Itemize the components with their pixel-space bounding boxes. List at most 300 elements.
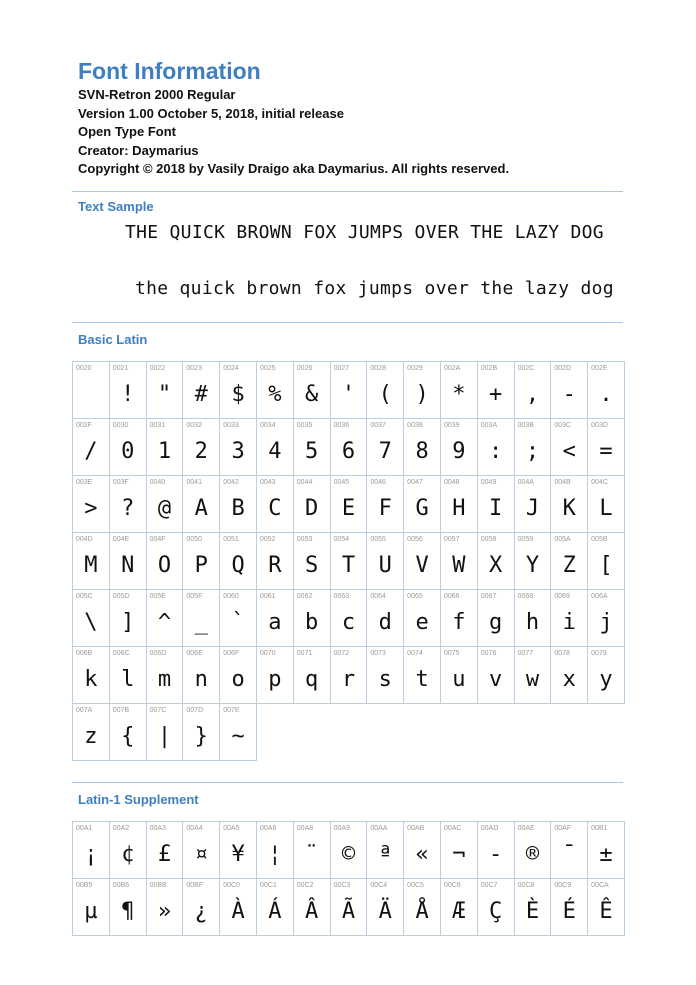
glyph-char: ¢: [121, 842, 135, 867]
glyph-cell: [147, 822, 184, 879]
glyph-char: D: [305, 496, 319, 521]
font-version: Version 1.00 October 5, 2018, initial release: [78, 105, 344, 121]
glyph-code: 003E: [76, 479, 93, 486]
glyph-char: Ã: [341, 899, 356, 924]
glyph-char: i: [562, 610, 576, 635]
glyph-code: 0030: [112, 422, 129, 429]
glyph-code: 0067: [480, 593, 497, 600]
glyph-char: 9: [452, 439, 466, 464]
glyph-char: ¡: [84, 842, 98, 867]
glyph-code: 0060: [223, 593, 239, 600]
glyph-char: !: [121, 382, 135, 407]
glyph-cell: [515, 362, 552, 419]
glyph-code: 004A: [517, 479, 534, 486]
glyph-char: c: [341, 610, 356, 635]
glyph-char: S: [305, 553, 319, 578]
glyph-code: 0064: [370, 593, 386, 600]
glyph-char: ¯: [562, 842, 576, 867]
glyph-char: ¦: [268, 842, 282, 867]
glyph-code: 0065: [407, 593, 423, 600]
glyph-cell: [588, 647, 625, 704]
glyph-cell: [441, 822, 478, 879]
glyph-cell: [331, 419, 368, 476]
glyph-cell: [147, 647, 184, 704]
glyph-code: 002F: [76, 422, 92, 429]
glyph-code: 00AD: [480, 825, 499, 832]
glyph-char: d: [378, 610, 392, 635]
glyph-char: j: [599, 610, 613, 635]
glyph-code: 0043: [259, 479, 276, 486]
glyph-cell: [331, 879, 368, 936]
glyph-code: 007B: [112, 707, 130, 714]
glyph-char: Ê: [599, 899, 613, 924]
glyph-code: 0044: [296, 479, 313, 486]
glyph-code: 003F: [112, 479, 129, 486]
glyph-char: J: [525, 496, 540, 521]
glyph-cell: [220, 879, 257, 936]
glyph-cell: [73, 476, 110, 533]
glyph-char: £: [157, 842, 172, 867]
glyph-code: 0021: [112, 365, 129, 372]
glyph-code: 0035: [296, 422, 313, 429]
glyph-code: 006A: [591, 593, 608, 600]
glyph-code: 00C7: [480, 882, 498, 889]
glyph-code: 00A8: [296, 825, 314, 832]
glyph-char: >: [84, 496, 98, 521]
glyph-code: 0073: [370, 650, 386, 657]
glyph-code: 00AB: [407, 825, 425, 832]
glyph-char: 8: [415, 439, 429, 464]
glyph-code: 0034: [259, 422, 276, 429]
glyph-char: g: [489, 610, 503, 635]
glyph-cell: [441, 879, 478, 936]
glyph-code: 0052: [259, 536, 276, 543]
glyph-char: 2: [194, 439, 208, 464]
glyph-char: x: [562, 667, 576, 692]
glyph-char: O: [157, 553, 172, 578]
glyph-code: 0025: [259, 365, 276, 372]
glyph-cell: [73, 362, 110, 419]
glyph-char: Q: [231, 553, 245, 578]
glyph-char: Â: [305, 899, 319, 924]
glyph-char: l: [121, 667, 135, 692]
glyph-code: 00BB: [149, 882, 167, 889]
glyph-char: ¿: [194, 899, 208, 924]
glyph-char: 7: [378, 439, 392, 464]
glyph-code: 00AE: [517, 825, 535, 832]
glyph-char: C: [268, 496, 282, 521]
glyph-cell: [257, 419, 294, 476]
glyph-code: 006C: [112, 650, 130, 657]
glyph-cell: [257, 590, 294, 647]
glyph-char: o: [231, 667, 245, 692]
glyph-cell: [220, 476, 257, 533]
glyph-char: #: [194, 382, 208, 407]
latin1-supplement-grid: [72, 821, 625, 936]
glyph-code: 0079: [591, 650, 607, 657]
glyph-cell: [110, 647, 147, 704]
glyph-char: k: [84, 667, 98, 692]
glyph-cell: [294, 822, 331, 879]
glyph-code: 00AF: [554, 825, 572, 832]
glyph-char: z: [84, 724, 98, 749]
glyph-char: 4: [268, 439, 282, 464]
glyph-char: H: [452, 496, 466, 521]
glyph-char: `: [231, 610, 245, 635]
glyph-code: 00A6: [259, 825, 277, 832]
glyph-cell: [147, 879, 184, 936]
glyph-char: É: [562, 899, 576, 924]
glyph-cell: [404, 419, 441, 476]
glyph-char: L: [599, 496, 613, 521]
glyph-char: µ: [84, 899, 98, 924]
glyph-cell: [441, 419, 478, 476]
glyph-char: W: [452, 553, 466, 578]
glyph-char: ^: [157, 610, 172, 635]
glyph-cell: [294, 590, 331, 647]
glyph-char: G: [415, 496, 429, 521]
glyph-code: 0053: [296, 536, 313, 543]
glyph-code: 00B6: [112, 882, 130, 889]
glyph-char: ?: [121, 496, 135, 521]
glyph-code: 0023: [186, 365, 202, 372]
glyph-code: 00A1: [76, 825, 93, 832]
latin1-heading: Latin-1 Supplement: [78, 792, 199, 807]
glyph-cell: [257, 822, 294, 879]
glyph-cell: [588, 476, 625, 533]
glyph-cell: [331, 647, 368, 704]
glyph-cell: [331, 590, 368, 647]
glyph-code: 00AA: [370, 825, 388, 832]
glyph-char: ©: [341, 842, 356, 867]
glyph-char: <: [562, 439, 576, 464]
glyph-cell: [551, 590, 588, 647]
basic-latin-heading: Basic Latin: [78, 332, 148, 347]
glyph-code: 0049: [480, 479, 497, 486]
glyph-cell: [478, 590, 515, 647]
glyph-cell: [257, 533, 294, 590]
glyph-cell: [478, 476, 515, 533]
glyph-cell: [183, 590, 220, 647]
glyph-cell: [294, 476, 331, 533]
glyph-cell: [331, 533, 368, 590]
glyph-cell: [110, 822, 147, 879]
glyph-char: ¬: [452, 842, 466, 867]
glyph-char: Y: [525, 553, 540, 578]
glyph-char: 6: [341, 439, 356, 464]
glyph-cell: [147, 533, 184, 590]
glyph-cell: [404, 533, 441, 590]
glyph-char: }: [194, 724, 208, 749]
glyph-cell: [588, 822, 625, 879]
glyph-code: 00C6: [443, 882, 461, 889]
glyph-char: *: [452, 382, 466, 407]
glyph-cell: [515, 879, 552, 936]
glyph-char: -: [562, 382, 576, 407]
glyph-cell: [183, 879, 220, 936]
glyph-cell: [404, 476, 441, 533]
glyph-cell: [73, 704, 110, 761]
glyph-code: 0057: [443, 536, 460, 543]
glyph-code: 005C: [76, 593, 93, 600]
glyph-char: s: [378, 667, 392, 692]
glyph-cell: [515, 647, 552, 704]
glyph-code: 005A: [554, 536, 571, 543]
glyph-code: 0050: [186, 536, 202, 543]
glyph-code: 0042: [223, 479, 239, 486]
glyph-code: 0078: [554, 650, 570, 657]
glyph-cell: [257, 879, 294, 936]
glyph-code: 005B: [591, 536, 608, 543]
glyph-cell: [478, 647, 515, 704]
glyph-code: 0036: [333, 422, 350, 429]
divider: [72, 191, 623, 192]
glyph-cell: [147, 419, 184, 476]
glyph-cell: [110, 590, 147, 647]
font-info-list: [78, 86, 509, 179]
glyph-char: .: [599, 382, 613, 407]
glyph-code: 0027: [333, 365, 350, 372]
glyph-char: [: [599, 553, 613, 578]
glyph-code: 00A3: [149, 825, 166, 832]
divider: [72, 322, 623, 323]
glyph-char: 1: [157, 439, 172, 464]
glyph-cell: [404, 647, 441, 704]
glyph-cell: [294, 419, 331, 476]
glyph-code: 0066: [443, 593, 460, 600]
glyph-code: 0058: [480, 536, 497, 543]
glyph-code: 003C: [554, 422, 572, 429]
glyph-char: Ç: [489, 899, 503, 924]
glyph-code: 00AC: [443, 825, 462, 832]
glyph-code: 00A4: [186, 825, 203, 832]
glyph-code: 0022: [149, 365, 166, 372]
glyph-code: 0046: [370, 479, 386, 486]
glyph-cell: [220, 362, 257, 419]
glyph-cell: [551, 822, 588, 879]
glyph-cell: [110, 419, 147, 476]
glyph-char: I: [489, 496, 503, 521]
glyph-cell: [404, 362, 441, 419]
glyph-code: 0059: [517, 536, 534, 543]
glyph-char: Ä: [378, 899, 392, 924]
glyph-char: h: [525, 610, 540, 635]
glyph-code: 004D: [76, 536, 93, 543]
glyph-code: 002E: [591, 365, 608, 372]
glyph-code: 00BF: [186, 882, 204, 889]
glyph-code: 00B1: [591, 825, 608, 832]
glyph-cell: [367, 822, 404, 879]
glyph-cell: [441, 362, 478, 419]
glyph-char: n: [194, 667, 208, 692]
glyph-cell: [73, 590, 110, 647]
glyph-char: M: [84, 553, 98, 578]
glyph-code: 006B: [76, 650, 93, 657]
glyph-code: 004B: [554, 479, 571, 486]
glyph-code: 0071: [296, 650, 313, 657]
glyph-code: 0061: [259, 593, 276, 600]
glyph-code: 007E: [223, 707, 240, 714]
glyph-cell: [220, 419, 257, 476]
glyph-cell: [220, 647, 257, 704]
glyph-cell: [551, 533, 588, 590]
glyph-char: u: [452, 667, 466, 692]
glyph-char: -: [489, 842, 503, 867]
glyph-char: e: [415, 610, 429, 635]
glyph-char: +: [489, 382, 503, 407]
glyph-code: 0055: [370, 536, 386, 543]
glyph-char: b: [305, 610, 319, 635]
glyph-code: 005E: [149, 593, 166, 600]
glyph-char: w: [525, 667, 540, 692]
glyph-char: ¶: [121, 899, 135, 924]
glyph-char: =: [599, 439, 613, 464]
glyph-cell: [147, 476, 184, 533]
font-creator: Creator: Daymarius: [78, 142, 199, 158]
glyph-char: f: [452, 610, 466, 635]
glyph-cell: [147, 590, 184, 647]
glyph-code: 0028: [370, 365, 386, 372]
glyph-cell: [367, 590, 404, 647]
glyph-char: q: [305, 667, 319, 692]
glyph-cell: [588, 362, 625, 419]
glyph-char: F: [378, 496, 392, 521]
glyph-code: 0031: [149, 422, 166, 429]
glyph-code: 0040: [149, 479, 166, 486]
glyph-cell: [551, 879, 588, 936]
glyph-code: 00A9: [333, 825, 350, 832]
glyph-code: 007D: [186, 707, 204, 714]
glyph-char: ,: [525, 382, 540, 407]
glyph-code: 00C4: [370, 882, 388, 889]
glyph-code: 00C0: [223, 882, 240, 889]
glyph-cell: [294, 533, 331, 590]
glyph-code: 004C: [591, 479, 608, 486]
glyph-code: 0038: [407, 422, 423, 429]
glyph-cell: [478, 533, 515, 590]
glyph-cell: [515, 419, 552, 476]
glyph-code: 0045: [333, 479, 350, 486]
glyph-cell: [257, 647, 294, 704]
glyph-cell: [183, 476, 220, 533]
glyph-cell: [551, 476, 588, 533]
glyph-code: 0033: [223, 422, 239, 429]
glyph-cell: [588, 879, 625, 936]
glyph-cell: [588, 590, 625, 647]
glyph-char: &: [305, 382, 319, 407]
glyph-char: X: [489, 553, 503, 578]
glyph-char: A: [194, 496, 208, 521]
glyph-cell: [110, 533, 147, 590]
glyph-code: 0020: [76, 365, 92, 372]
glyph-cell: [588, 533, 625, 590]
glyph-char: ": [157, 382, 172, 407]
glyph-code: 0041: [186, 479, 202, 486]
glyph-char: N: [121, 553, 135, 578]
glyph-cell: [515, 590, 552, 647]
glyph-code: 0077: [517, 650, 534, 657]
glyph-char: E: [341, 496, 356, 521]
glyph-code: 0032: [186, 422, 202, 429]
glyph-char: ): [415, 382, 429, 407]
glyph-cell: [367, 476, 404, 533]
glyph-code: 007C: [149, 707, 167, 714]
glyph-cell: [515, 822, 552, 879]
glyph-code: 007A: [76, 707, 93, 714]
glyph-code: 002C: [517, 365, 535, 372]
glyph-char: $: [231, 382, 245, 407]
glyph-char: ;: [525, 439, 540, 464]
glyph-code: 0069: [554, 593, 570, 600]
glyph-code: 0070: [259, 650, 276, 657]
glyph-cell: [331, 822, 368, 879]
glyph-char: R: [268, 553, 282, 578]
glyph-char: a: [268, 610, 282, 635]
glyph-code: 0074: [407, 650, 423, 657]
font-name: SVN-Retron 2000 Regular: [78, 87, 236, 102]
glyph-char: 5: [305, 439, 319, 464]
glyph-char: B: [231, 496, 245, 521]
glyph-cell: [478, 822, 515, 879]
glyph-code: 004E: [112, 536, 130, 543]
glyph-code: 0056: [407, 536, 423, 543]
glyph-cell: [147, 704, 184, 761]
glyph-cell: [110, 476, 147, 533]
glyph-cell: [257, 476, 294, 533]
glyph-code: 0054: [333, 536, 350, 543]
glyph-char: P: [194, 553, 208, 578]
glyph-char: V: [415, 553, 429, 578]
glyph-cell: [331, 476, 368, 533]
glyph-char: À: [231, 899, 245, 924]
sample-uppercase: THE QUICK BROWN FOX JUMPS OVER THE LAZY DOG: [125, 222, 604, 243]
glyph-cell: [183, 533, 220, 590]
glyph-cell: [73, 419, 110, 476]
glyph-code: 002B: [480, 365, 498, 372]
glyph-char: ~: [231, 724, 245, 749]
glyph-char: r: [341, 667, 356, 692]
glyph-code: 006D: [149, 650, 167, 657]
glyph-cell: [110, 362, 147, 419]
glyph-char: p: [268, 667, 282, 692]
glyph-code: 00C1: [259, 882, 277, 889]
glyph-code: 005F: [186, 593, 203, 600]
glyph-char: 0: [121, 439, 135, 464]
glyph-char: /: [84, 439, 98, 464]
glyph-char: @: [157, 496, 172, 521]
glyph-cell: [588, 419, 625, 476]
glyph-char: ¨: [305, 842, 319, 867]
glyph-cell: [331, 362, 368, 419]
glyph-code: 0075: [443, 650, 460, 657]
glyph-cell: [441, 476, 478, 533]
divider: [72, 782, 623, 783]
glyph-cell: [478, 362, 515, 419]
text-sample-heading: Text Sample: [78, 199, 154, 214]
glyph-cell: [441, 590, 478, 647]
glyph-code: 00C5: [407, 882, 424, 889]
glyph-code: 00C9: [554, 882, 572, 889]
glyph-code: 00C8: [517, 882, 535, 889]
glyph-cell: [515, 533, 552, 590]
glyph-code: 0029: [407, 365, 423, 372]
glyph-cell: [294, 879, 331, 936]
glyph-code: 0026: [296, 365, 313, 372]
font-type: Open Type Font: [78, 124, 176, 140]
glyph-cell: [515, 476, 552, 533]
glyph-code: 0037: [370, 422, 386, 429]
glyph-code: 0051: [223, 536, 239, 543]
